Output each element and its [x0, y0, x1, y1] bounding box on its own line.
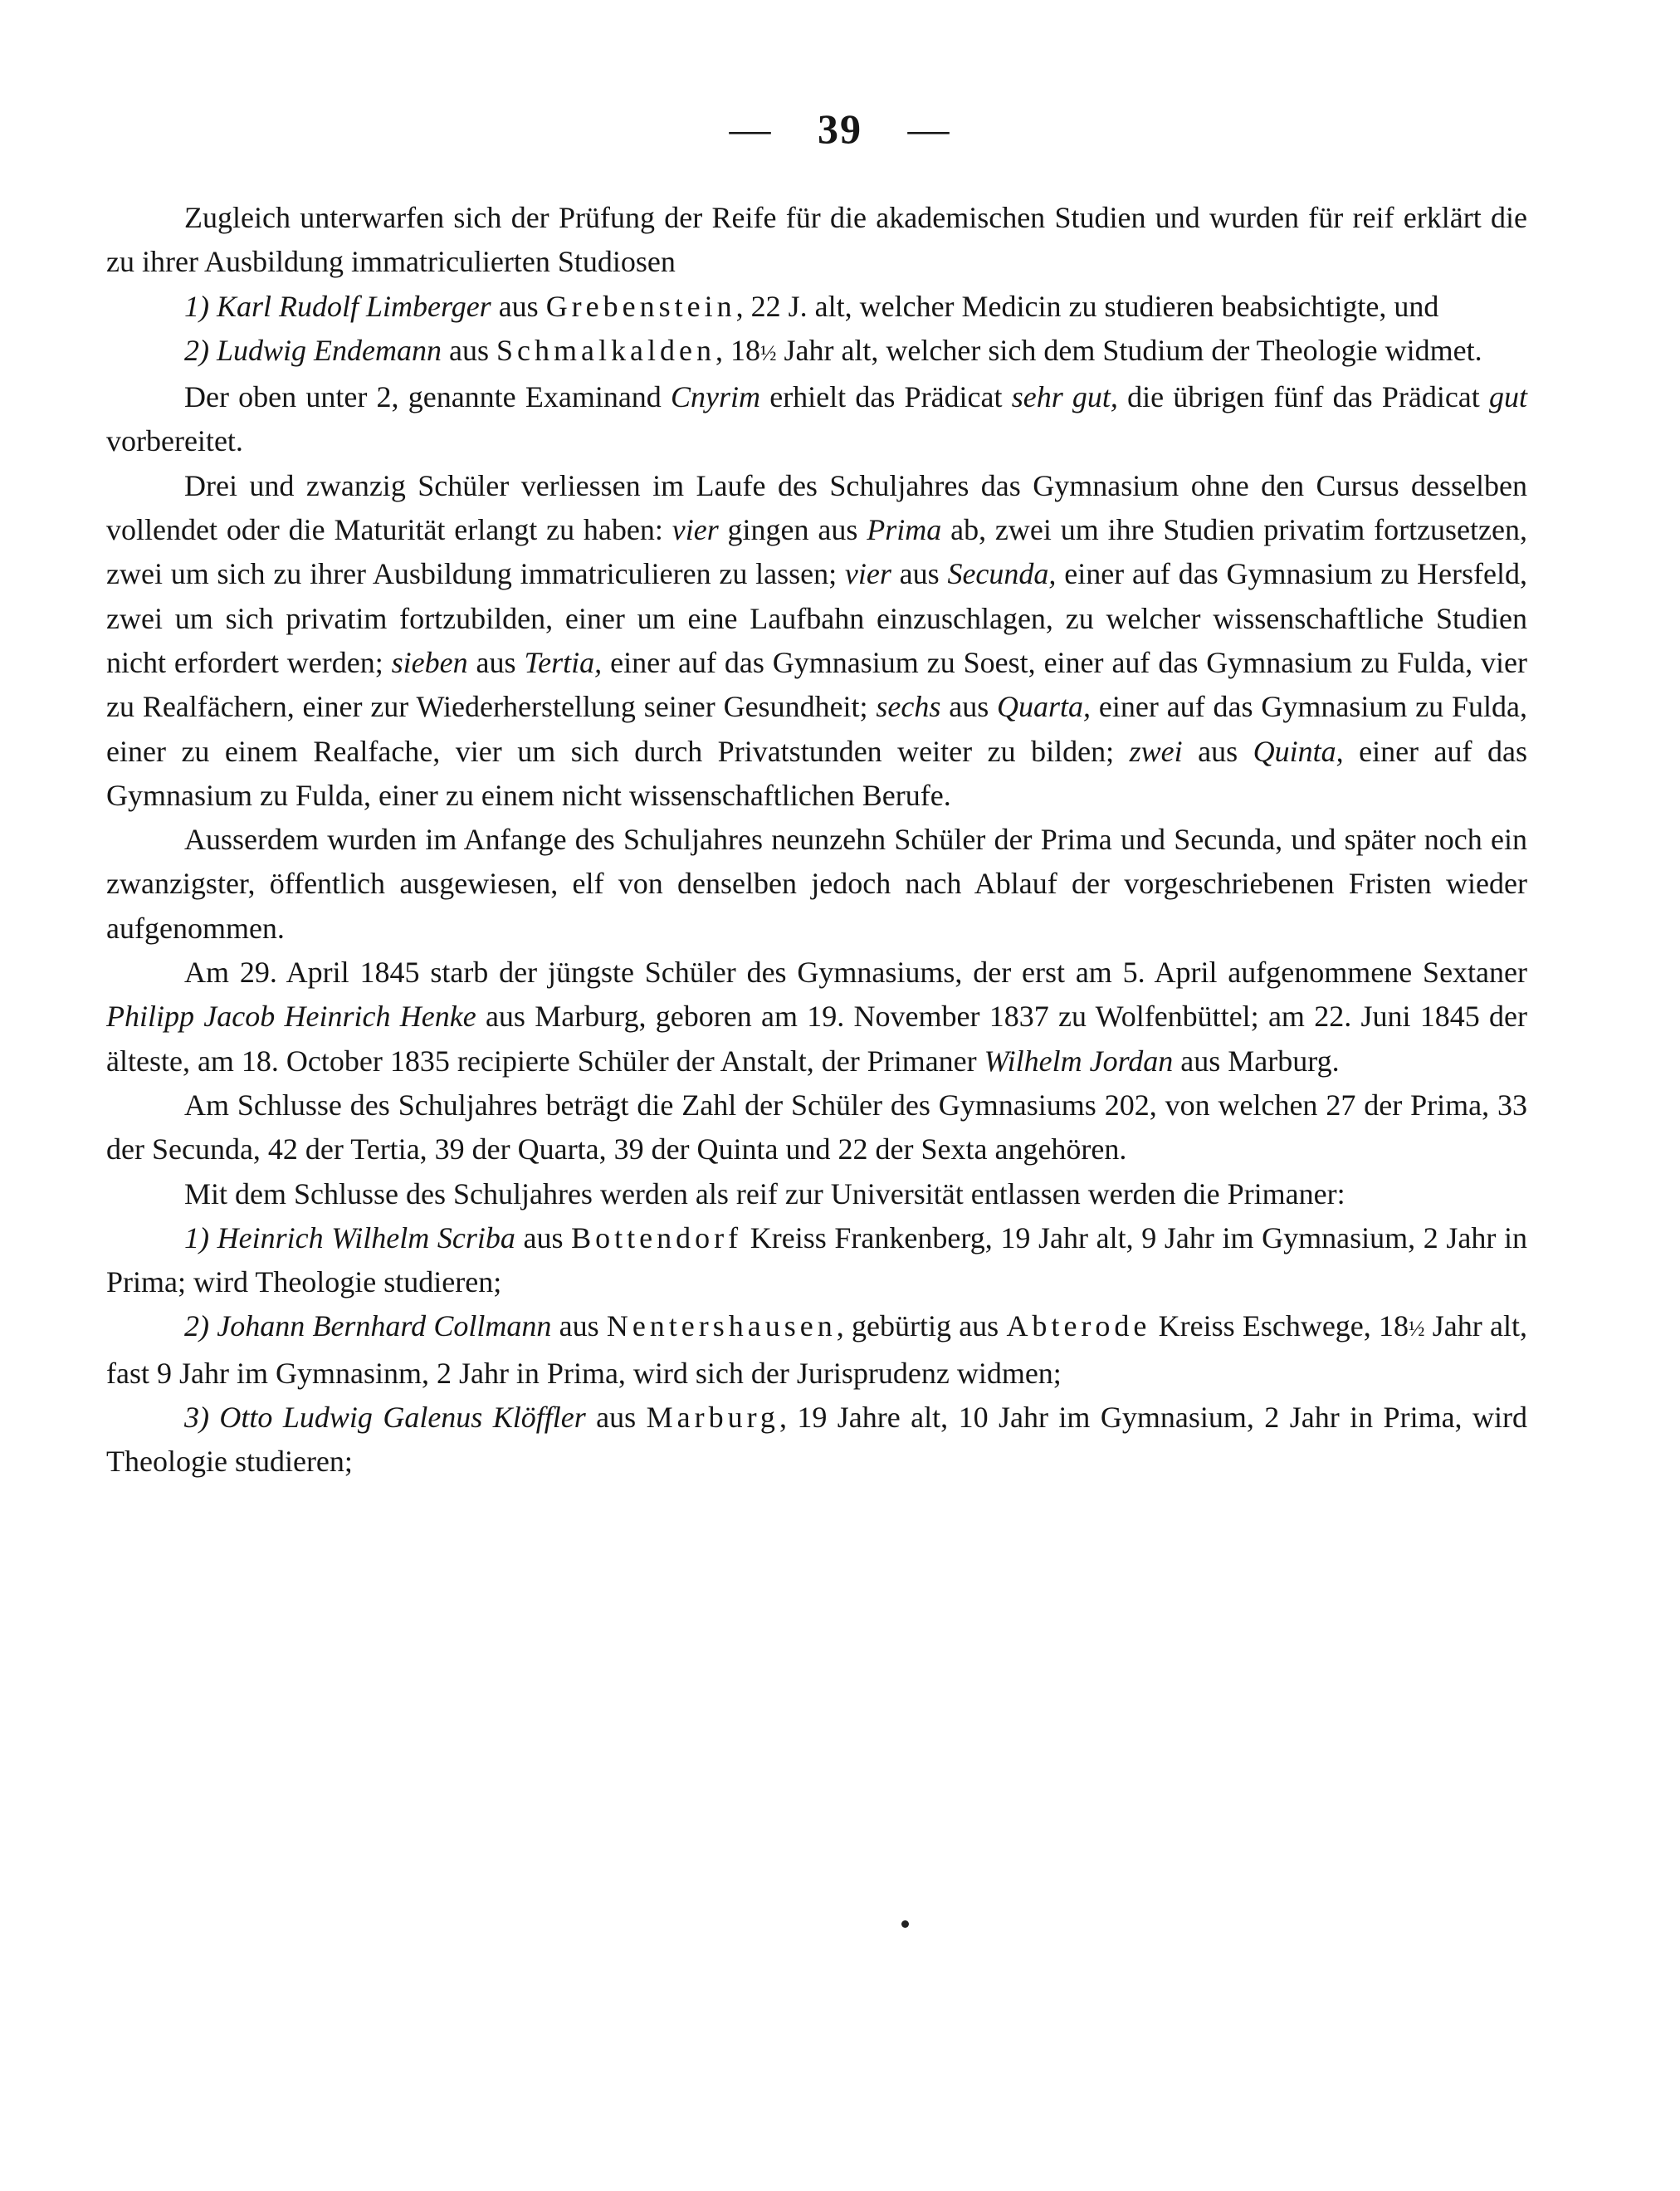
italic-text: vier [844, 557, 891, 591]
page-number: 39 [818, 105, 862, 152]
italic-text: Johann Bernhard Collmann [217, 1309, 552, 1343]
text-run: , 18 [715, 333, 760, 367]
paragraph [106, 1396, 1527, 1484]
text-run: Kreiss Eschwege, 18 [1150, 1309, 1409, 1343]
text-run: , 19 Jahre alt, 10 Jahr im Gymnasium, 2 Jahr in Prima, wird Theologie studieren; [106, 1401, 1527, 1479]
text-run: Der oben unter 2, genannte Examinand [184, 380, 672, 414]
italic-text: Quinta, [1253, 734, 1344, 768]
spaced-place-name: Abterode [1006, 1309, 1151, 1343]
paragraph [106, 464, 1527, 818]
italic-text: 2) [184, 333, 217, 367]
text-run: aus [1182, 734, 1253, 768]
fraction: ½ [759, 340, 777, 365]
text-run: , gebürtig aus [836, 1309, 1007, 1343]
italic-text: zwei [1129, 734, 1183, 768]
italic-text: gut [1489, 380, 1528, 414]
text-run: erhielt das Prädicat [760, 380, 1012, 414]
text-run: aus [442, 333, 497, 367]
paragraph [106, 951, 1527, 1083]
paragraph [106, 1216, 1527, 1305]
spaced-place-name: Bottendorf [571, 1220, 743, 1254]
text-run: aus [551, 1309, 607, 1343]
italic-text: Karl Rudolf Limberger [217, 289, 491, 323]
italic-text: sieben [391, 645, 468, 679]
text-run: aus Marburg. [1173, 1044, 1340, 1078]
header-dash-left: — [729, 105, 773, 152]
text-run: Zugleich unterwarfen sich der Prüfung der Reife für die akademischen Studien und wurden für reif erklärt die zu ihrer Ausbildung immatriculierten Studiosen [106, 201, 1527, 279]
text-run: die übrigen fünf das Prädicat [1117, 380, 1489, 414]
italic-text: Otto Ludwig Galenus Klöffler [219, 1401, 586, 1435]
text-run: Mit dem Schlusse des Schuljahres werden als reif zur Universität entlassen werden die Primaner: [184, 1176, 1345, 1210]
ink-dot [901, 1920, 909, 1928]
paragraph [106, 1304, 1527, 1396]
text-run: einer auf das Gymnasium zu Fulda, einer zu einem nicht wissenschaftlichen Berufe. [106, 734, 1527, 812]
text-run: Ausserdem wurden im Anfange des Schuljahres neunzehn Schüler der Prima und Secunda, und später noch ein zwanzigster, öffentlich ausgewiesen, elf von denselben jedoch nach Ablauf der vorgeschriebenen Fristen wieder aufgenommen. [106, 823, 1527, 945]
text-run: Drei und zwanzig Schüler verliessen im Laufe des Schuljahres das Gymnasium ohne den Cursus desselben vollendet oder die Maturität erlangt zu haben: [106, 468, 1527, 547]
text-run: aus [940, 690, 998, 724]
fraction: ½ [1409, 1317, 1425, 1342]
spaced-place-name: Grebenstein [545, 289, 736, 323]
italic-text: sehr gut, [1011, 380, 1118, 414]
italic-text: Quarta, [997, 690, 1092, 724]
italic-text: Philipp Jacob Heinrich Henke [106, 1000, 476, 1034]
spaced-place-name: Marburg [646, 1401, 779, 1435]
italic-text: Wilhelm Jordan [984, 1044, 1174, 1078]
page-header [0, 105, 1680, 153]
italic-text: Cnyrim [671, 380, 761, 414]
italic-text: Ludwig Endemann [217, 333, 442, 367]
text-run: aus [585, 1401, 647, 1435]
italic-text: Tertia, [524, 645, 603, 679]
paragraph [106, 329, 1527, 375]
header-dash-right: — [907, 105, 951, 152]
paragraph [106, 375, 1527, 464]
italic-text: Heinrich Wilhelm Scriba [217, 1220, 515, 1254]
text-run: Jahr alt, welcher sich dem Studium der Theologie widmet. [776, 333, 1482, 367]
italic-text: vier [672, 513, 719, 547]
italic-text: sechs [876, 690, 941, 724]
body-text [106, 196, 1527, 1484]
text-run: Am Schlusse des Schuljahres beträgt die Zahl der Schüler des Gymnasiums 202, von welchen 27 der Prima, 33 der Secunda, 42 der Tertia, 39 der Quarta, 39 der Quinta und 22 der Sexta angehören. [106, 1088, 1527, 1166]
italic-text: 2) [184, 1309, 217, 1343]
paragraph [106, 196, 1527, 285]
italic-text: Secunda, [947, 557, 1057, 591]
text-run: aus [491, 289, 546, 323]
italic-text: 3) [184, 1401, 220, 1435]
text-run: einer auf das Gymnasium zu Soest, einer auf das Gymnasium zu Fulda, vier zu Realfächern, einer zur Wiederherstellung seiner Gesundheit; [106, 645, 1528, 724]
text-run: einer auf das Gymnasium zu Fulda, einer zu einem Realfache, vier um sich durch Privatstunden weiter zu bilden; [106, 690, 1527, 768]
text-run: einer auf das Gymnasium zu Hersfeld, zwei um sich privatim fortzubilden, einer um eine Laufbahn einzuschlagen, zu welcher wissenschaftliche Studien nicht erfordert werden; [106, 557, 1527, 679]
text-run: Kreiss Frankenberg, 19 Jahr alt, 9 Jahr im Gymnasium, 2 Jahr in Prima; wird Theologie studieren; [106, 1220, 1527, 1299]
spaced-place-name: Nentershausen [606, 1309, 837, 1343]
italic-text: 1) [184, 289, 217, 323]
text-run: Jahr alt, fast 9 Jahr im Gymnasinm, 2 Jahr in Prima, wird sich der Jurisprudenz widmen; [106, 1309, 1527, 1390]
text-run: aus Marburg, geboren am 19. November 1837 zu Wolfenbüttel; am 22. Juni 1845 der älteste, am 18. October 1835 recipierte Schüler der Anstalt, der Primaner [106, 1000, 1527, 1078]
text-run: vorbereitet. [106, 424, 243, 458]
paragraph [106, 818, 1527, 951]
text-run: aus [467, 645, 525, 679]
paragraph [106, 1172, 1527, 1216]
paragraph [106, 285, 1527, 329]
text-run: aus [515, 1220, 572, 1254]
text-run: aus [891, 557, 948, 591]
italic-text: Prima [867, 513, 942, 547]
paragraph [106, 1083, 1527, 1172]
spaced-place-name: Schmalkalden [496, 333, 715, 367]
text-run: Am 29. April 1845 starb der jüngste Schüler des Gymnasiums, der erst am 5. April aufgenommene Sextaner [184, 956, 1527, 990]
text-run: gingen aus [718, 513, 867, 547]
italic-text: 1) [184, 1220, 217, 1254]
text-run: ab, zwei um ihre Studien privatim fortzusetzen, zwei um sich zu ihrer Ausbildung immatriculieren zu lassen; [106, 513, 1527, 591]
text-run: , 22 J. alt, welcher Medicin zu studieren beabsichtigte, und [735, 289, 1439, 323]
